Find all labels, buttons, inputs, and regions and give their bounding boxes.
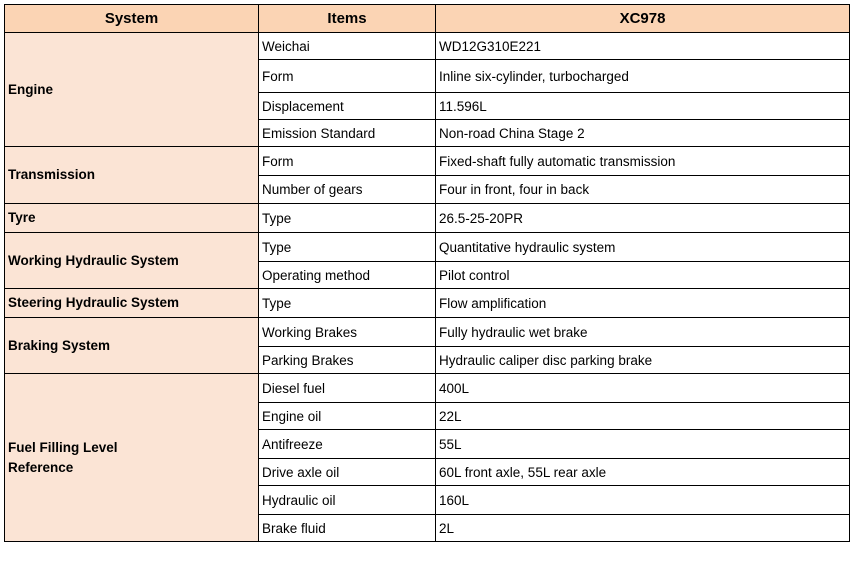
system-cell: Transmission (5, 147, 259, 204)
item-cell: Emission Standard (259, 120, 436, 147)
table-row (5, 318, 850, 347)
value-cell: WD12G310E221 (436, 33, 850, 60)
system-cell: Tyre (5, 204, 259, 233)
item-cell: Weichai (259, 33, 436, 60)
value-cell: Flow amplification (436, 289, 850, 318)
item-cell: Antifreeze (259, 430, 436, 459)
system-cell: Steering Hydraulic System (5, 289, 259, 318)
value-cell: 22L (436, 403, 850, 430)
item-cell: Brake fluid (259, 515, 436, 542)
item-cell: Type (259, 233, 436, 262)
table-row (5, 147, 850, 176)
table-row (5, 289, 850, 318)
item-cell: Form (259, 147, 436, 176)
item-cell: Operating method (259, 262, 436, 289)
table-row (5, 374, 850, 403)
value-cell: 11.596L (436, 93, 850, 120)
value-cell: 2L (436, 515, 850, 542)
item-cell: Number of gears (259, 176, 436, 204)
spec-table (4, 4, 850, 542)
value-cell: Hydraulic caliper disc parking brake (436, 347, 850, 374)
table-row (5, 33, 850, 60)
item-cell: Working Brakes (259, 318, 436, 347)
system-cell: Working Hydraulic System (5, 233, 259, 289)
item-cell: Parking Brakes (259, 347, 436, 374)
item-cell: Drive axle oil (259, 459, 436, 486)
header-system: System (5, 5, 259, 33)
value-cell: Non-road China Stage 2 (436, 120, 850, 147)
table-row (5, 233, 850, 262)
value-cell: Four in front, four in back (436, 176, 850, 204)
item-cell: Type (259, 204, 436, 233)
value-cell: 26.5-25-20PR (436, 204, 850, 233)
value-cell: 60L front axle, 55L rear axle (436, 459, 850, 486)
table-row (5, 204, 850, 233)
value-cell: Quantitative hydraulic system (436, 233, 850, 262)
system-cell: Fuel Filling Level Reference (5, 374, 259, 542)
value-cell: Fixed-shaft fully automatic transmission (436, 147, 850, 176)
value-cell: 55L (436, 430, 850, 459)
item-cell: Hydraulic oil (259, 486, 436, 515)
header-row (5, 5, 850, 33)
header-model: XC978 (436, 5, 850, 33)
system-cell: Braking System (5, 318, 259, 374)
item-cell: Form (259, 60, 436, 93)
value-cell: Fully hydraulic wet brake (436, 318, 850, 347)
value-cell: Pilot control (436, 262, 850, 289)
value-cell: Inline six-cylinder, turbocharged (436, 60, 850, 93)
item-cell: Displacement (259, 93, 436, 120)
item-cell: Diesel fuel (259, 374, 436, 403)
item-cell: Type (259, 289, 436, 318)
spec-table-container (4, 4, 850, 542)
system-cell: Engine (5, 33, 259, 147)
value-cell: 400L (436, 374, 850, 403)
header-items: Items (259, 5, 436, 33)
value-cell: 160L (436, 486, 850, 515)
spec-table-body (5, 33, 850, 542)
item-cell: Engine oil (259, 403, 436, 430)
